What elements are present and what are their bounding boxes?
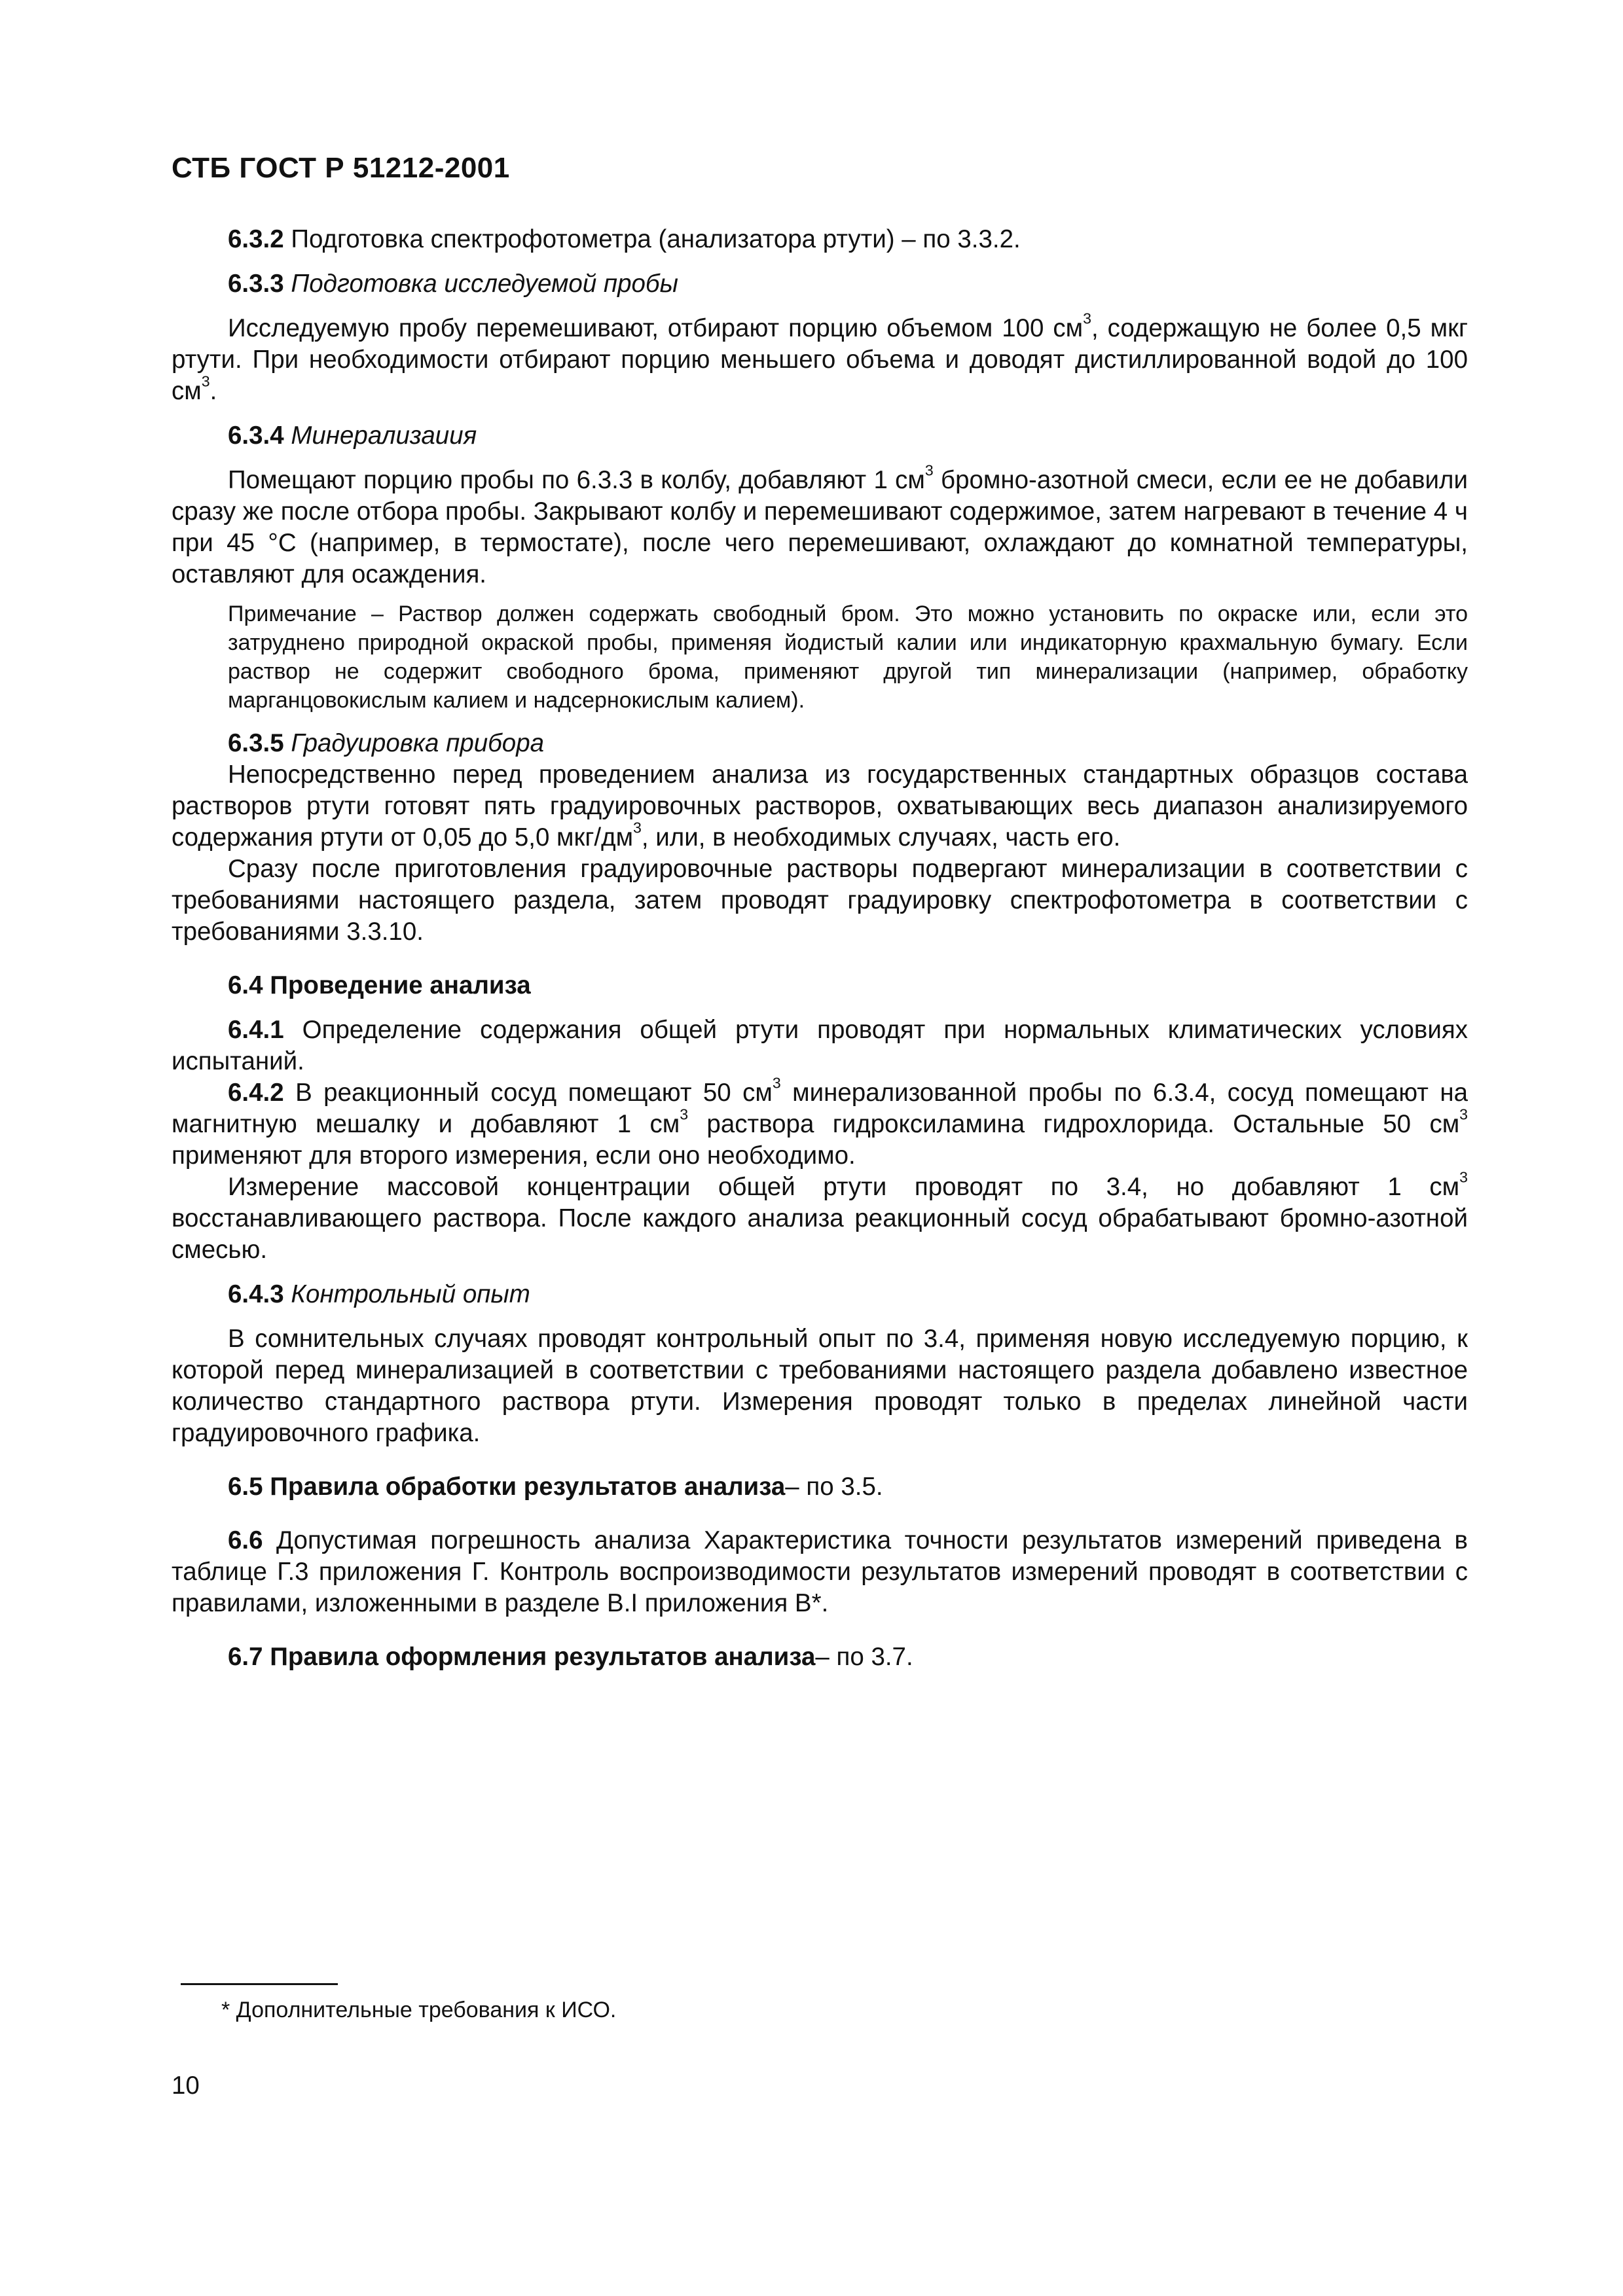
footnote: * Дополнительные требования к ИСО.	[221, 1998, 617, 2022]
section-6-3-5-paragraph-2: Сразу после приготовления градуировочные растворы подвергают минерализации в соответствии с требованиями настоящего раздела, затем проводят градуировку спектрофотометра в соответствии с требованиями 3.3.10.	[172, 855, 1468, 946]
section-6-7	[172, 1641, 1468, 1673]
section-6-3-4-heading	[172, 420, 1468, 452]
section-6-4-heading: 6.4 Проведение анализа	[228, 971, 531, 999]
section-6-6	[172, 1525, 1468, 1619]
section-number: 6.4.1	[228, 1016, 284, 1044]
section-number: 6.6	[228, 1526, 263, 1554]
superscript: 3	[1083, 310, 1091, 327]
section-heading: 6.7 Правила оформления результатов анализа	[228, 1643, 816, 1671]
section-6-4-1	[172, 1014, 1468, 1077]
document-header-title: СТБ ГОСТ Р 51212-2001	[172, 152, 510, 184]
section-title: Подготовка исследуемой пробы	[283, 270, 678, 298]
paragraph-text: – по 3.7.	[815, 1643, 913, 1671]
section-6-3-4-paragraph	[172, 461, 1468, 590]
paragraph-text: Допустимая погрешность анализа Характеристика точности результатов измерений приведена в таблице Г.3 приложения Г. Контроль воспроизводимости результатов измерений проводят в соответствии с правилами, изложенными в разделе В.I приложения В*.	[172, 1526, 1468, 1617]
section-6-3-5-heading	[172, 728, 1468, 759]
section-number: 6.3.3	[228, 270, 284, 298]
paragraph-text: Исследуемую пробу перемешивают, отбирают порцию объемом 100 см	[228, 314, 1084, 342]
paragraph-text: , или, в необходимых случаях, часть его.	[641, 823, 1121, 852]
page-number: 10	[172, 2072, 200, 2100]
superscript: 3	[1459, 1105, 1468, 1123]
section-6-4-3-heading	[172, 1279, 1468, 1310]
section-6-3-3-heading	[172, 268, 1468, 300]
section-6-3-4-note: Примечание – Раствор должен содержать свободный бром. Это можно установить по окраске или, если это затруднено природной окраской пробы, применяя йодистый калии или индикаторную крахмальную бумагу. Если раствор не содержит свободного брома, применяют другой тип минерализации (например, обработку марганцовокислым калием и надсернокислым калием).	[228, 601, 1468, 713]
section-number: 6.4.3	[228, 1280, 284, 1308]
paragraph-text: Подготовка спектрофотометра (анализатора ртути) – по 3.3.2.	[283, 225, 1021, 253]
superscript: 3	[924, 461, 934, 479]
paragraph-text: раствора гидроксиламина гидрохлорида. Остальные 50 см	[688, 1110, 1460, 1138]
section-number: 6.3.2	[228, 225, 284, 253]
section-6-3-2	[172, 224, 1468, 255]
paragraph-text: Помещают порцию пробы по 6.3.3 в колбу, добавляют 1 см	[228, 466, 925, 494]
paragraph-text: В реакционный сосуд помещают 50 см	[283, 1079, 773, 1107]
superscript: 3	[201, 372, 210, 390]
paragraph-text: Непосредственно перед проведением анализа из государственных стандартных образцов состава растворов ртути готовят пять градуировочных растворов, охватывающих весь диапазон анализируемого содержания ртути от 0,05 до 5,0 мкг/дм	[172, 761, 1468, 852]
section-6-4-3-paragraph: В сомнительных случаях проводят контрольный опыт по 3.4, применяя новую исследуемую порцию, к которой перед минерализацией в соответствии с требованиями настоящего раздела добавлено известное количество стандартного раствора ртути. Измерения проводят только в пределах линейной части градуировочного графика.	[172, 1325, 1468, 1447]
paragraph-text: – по 3.5.	[785, 1473, 883, 1501]
superscript: 3	[680, 1105, 689, 1123]
paragraph-text: , содержащую не более 0,5 мкг ртути. При необходимости отбирают порцию меньшего объема и доводят дистиллированной водой до 100 см	[172, 314, 1468, 405]
section-6-4-2-paragraph-2	[172, 1168, 1468, 1266]
section-title: Минерализаиия	[283, 422, 477, 450]
section-title: Контрольный опыт	[283, 1280, 530, 1308]
paragraph-text: применяют для второго измерения, если оно необходимо.	[172, 1141, 856, 1170]
superscript: 3	[1459, 1168, 1468, 1186]
section-heading: 6.5 Правила обработки результатов анализа	[228, 1473, 786, 1501]
section-number: 6.3.5	[228, 729, 284, 757]
section-number: 6.4.2	[228, 1079, 284, 1107]
section-6-4-2-paragraph-1	[172, 1074, 1468, 1172]
paragraph-text: бромно-азотной смеси, если ее не добавили сразу же после отбора пробы. Закрывают колбу и перемешивают содержимое, затем нагревают в течение 4 ч при 45 °С (например, в термостате), после чего перемешивают, охлаждают до комнатной температуры, оставляют для осаждения.	[172, 466, 1468, 588]
paragraph-text: Измерение массовой концентрации общей ртути проводят по 3.4, но добавляют 1 см	[228, 1173, 1460, 1201]
superscript: 3	[772, 1074, 781, 1092]
section-number: 6.3.4	[228, 422, 284, 450]
section-title: Градуировка прибора	[283, 729, 545, 757]
document-body	[172, 224, 1468, 1673]
footnote-divider	[181, 1983, 338, 1985]
superscript: 3	[633, 819, 642, 836]
paragraph-text: минерализованной пробы по 6.3.4, сосуд помещают на магнитную мешалку и добавляют 1 см	[172, 1079, 1468, 1138]
section-6-5	[172, 1471, 1468, 1503]
paragraph-text: восстанавливающего раствора. После каждого анализа реакционный сосуд обрабатывают бромно-азотной смесью.	[172, 1204, 1468, 1264]
section-6-3-5-paragraph-1	[172, 759, 1468, 853]
paragraph-text: .	[210, 377, 217, 405]
section-6-3-3-paragraph	[172, 310, 1468, 407]
paragraph-text: Определение содержания общей ртути проводят при нормальных климатических условиях испытаний.	[172, 1016, 1468, 1075]
